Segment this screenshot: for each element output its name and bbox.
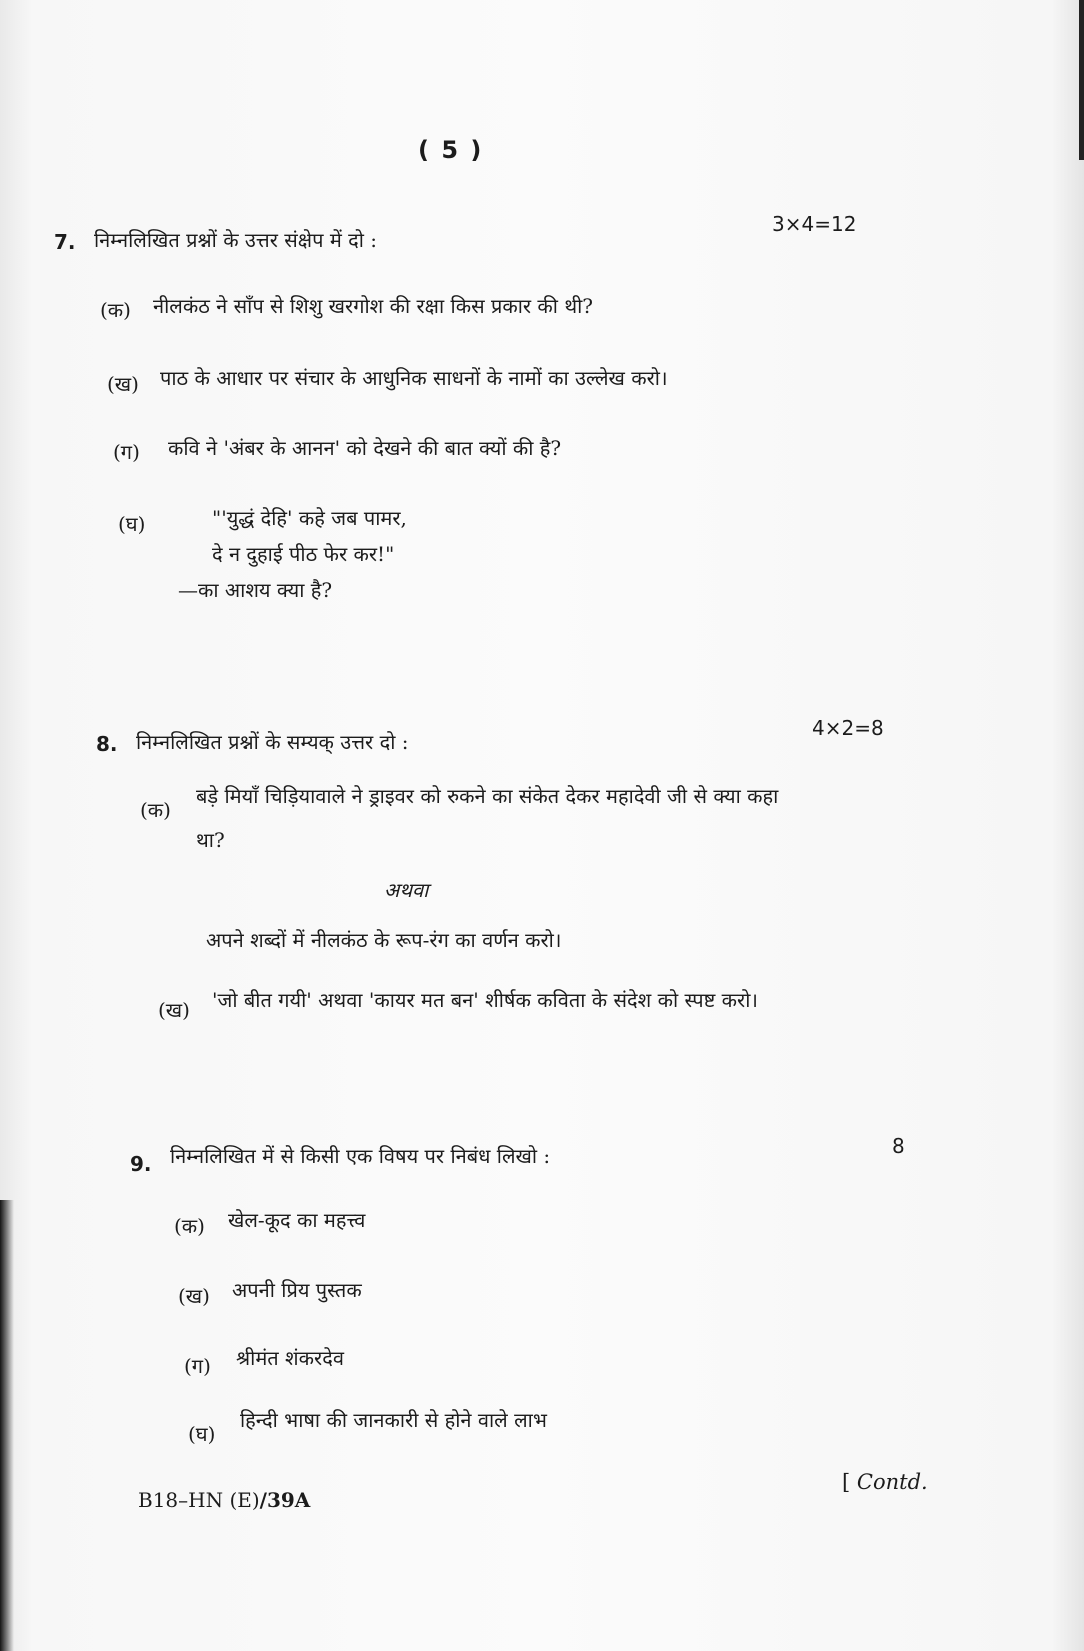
q9-d-label: (घ): [188, 1422, 216, 1446]
q9-a-label: (क): [174, 1214, 205, 1238]
q8-a-line2: था?: [196, 828, 225, 852]
q7-c-label: (ग): [113, 440, 140, 464]
q9-b-label: (ख): [178, 1284, 210, 1308]
q8-number: 8.: [96, 732, 118, 756]
paper-code-suffix: /39A: [259, 1488, 311, 1512]
paper-code: [138, 1488, 310, 1512]
q8-marks: 4×2=8: [812, 716, 884, 740]
q7-d-line2: दे न दुहाई पीठ फेर कर!": [212, 542, 395, 566]
page-edge: [1079, 0, 1084, 160]
q8-alt-text: अपने शब्दों में नीलकंठ के रूप-रंग का वर्णन करो।: [206, 928, 562, 952]
q9-c-label: (ग): [184, 1354, 211, 1378]
q7-a-text: नीलकंठ ने साँप से शिशु खरगोश की रक्षा किस प्रकार की थी?: [153, 294, 594, 318]
q8-b-label: (ख): [158, 998, 190, 1022]
page-number: ( 5 ): [418, 136, 484, 164]
q7-b-text: पाठ के आधार पर संचार के आधुनिक साधनों के नामों का उल्लेख करो।: [160, 366, 668, 390]
q9-marks: 8: [892, 1134, 905, 1158]
q7-d-line3: —का आशय क्या है?: [178, 578, 333, 602]
q8-b-text: 'जो बीत गयी' अथवा 'कायर मत बन' शीर्षक कविता के संदेश को स्पष्ट करो।: [212, 988, 758, 1012]
continued-bracket: [: [842, 1470, 851, 1494]
q7-d-line1: "'युद्धं देहि' कहे जब पामर,: [212, 506, 407, 530]
q7-c-text: कवि ने 'अंबर के आनन' को देखने की बात क्यों की है?: [168, 436, 562, 460]
paper-code-prefix: B18–HN (E): [138, 1488, 260, 1512]
q9-c-text: श्रीमंत शंकरदेव: [236, 1346, 344, 1370]
continued-label: [842, 1470, 928, 1494]
q7-d-label: (घ): [118, 512, 146, 536]
q9-instruction: निम्नलिखित में से किसी एक विषय पर निबंध लिखो :: [170, 1144, 551, 1168]
continued-text: Contd.: [856, 1470, 928, 1494]
q7-marks: 3×4=12: [772, 212, 857, 236]
q9-number: 9.: [130, 1152, 152, 1176]
q8-a-line1: बड़े मियाँ चिड़ियावाले ने ड्राइवर को रुकने का संकेत देकर महादेवी जी से क्या कहा: [196, 784, 779, 808]
q8-or: अथवा: [384, 878, 429, 902]
q9-a-text: खेल-कूद का महत्त्व: [228, 1208, 366, 1232]
q7-a-label: (क): [100, 298, 131, 322]
q7-b-label: (ख): [107, 372, 139, 396]
page-shadow: [0, 1200, 14, 1651]
q8-a-label: (क): [140, 798, 171, 822]
q7-instruction: निम्नलिखित प्रश्नों के उत्तर संक्षेप में दो :: [94, 228, 378, 252]
q7-number: 7.: [54, 230, 76, 254]
q9-b-text: अपनी प्रिय पुस्तक: [232, 1278, 362, 1302]
q9-d-text: हिन्दी भाषा की जानकारी से होने वाले लाभ: [240, 1408, 547, 1432]
q8-instruction: निम्नलिखित प्रश्नों के सम्यक् उत्तर दो :: [136, 730, 409, 754]
